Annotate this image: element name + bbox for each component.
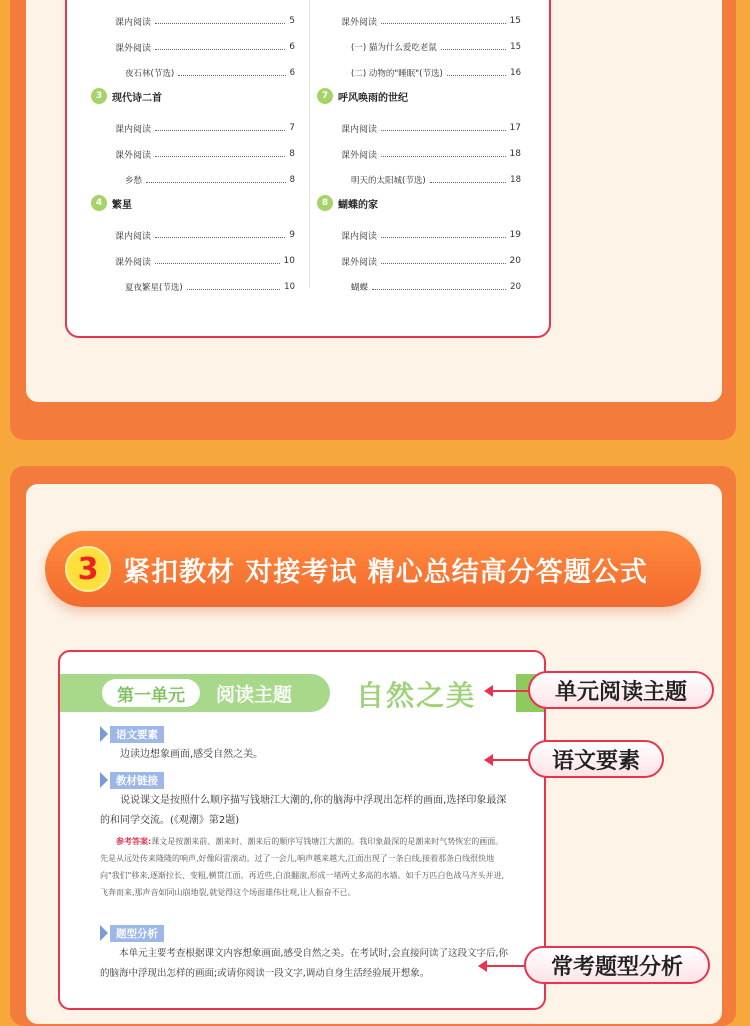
theme-value: 自然之美: [356, 679, 477, 712]
toc-section-heading: [317, 195, 378, 211]
leader-dots: [187, 289, 281, 290]
toc-entry-page: 17: [509, 123, 521, 133]
toc-entry[interactable]: [341, 226, 521, 244]
toc-entry[interactable]: [351, 278, 521, 296]
callout-arrow: [486, 965, 526, 967]
toc-entry-page: 6: [289, 42, 295, 52]
toc-entry-label: 课内阅读: [341, 124, 378, 135]
sample-page: [58, 650, 546, 1010]
theme-label: 阅读主题: [216, 684, 293, 706]
toc-entry-page: 10: [283, 256, 295, 266]
toc-entry-label: 课内阅读: [115, 124, 152, 135]
tag-question-analysis: [100, 925, 164, 941]
tag-arrow-icon: [100, 726, 108, 742]
toc-divider: [309, 0, 310, 288]
toc-entry-label: 明天的太阳城(节选): [351, 176, 426, 186]
toc-entry[interactable]: [115, 145, 295, 163]
toc-entry[interactable]: [115, 12, 295, 30]
toc-entry-label: 课外阅读: [115, 43, 152, 54]
toc-entry-label: 课内阅读: [115, 231, 152, 242]
leader-dots: [155, 263, 280, 264]
toc-entry[interactable]: [341, 252, 521, 270]
toc-entry[interactable]: [125, 171, 295, 189]
toc-entry-label: 课外阅读: [341, 257, 378, 268]
toc-entry[interactable]: [125, 278, 295, 296]
toc-section-heading: [317, 88, 408, 104]
toc-entry[interactable]: [341, 12, 521, 30]
toc-entry-label: 课外阅读: [115, 257, 152, 268]
section-title: 现代诗二首: [112, 92, 162, 104]
toc-entry-page: 15: [510, 42, 521, 52]
table-of-contents: [65, 0, 551, 338]
question-analysis-text: 本单元主要考查根据课文内容想象画面,感受自然之美。在考试时,会直接问读了这段文字后,你的脑海中浮现出怎样的画面;或请你阅读一段文字,调动自身生活经验展开想象。: [100, 948, 509, 979]
answer-text: 课文是按潮来前、潮来时、潮来后的顺序写钱塘江大潮的。我印象最深的是潮来时气势恢宏的画面。先是从远处传来隆隆的响声,好像闷雷滚动。过了一会儿,响声越来越大,江面出现了一条白线,接着那条白线很快地向"我们"移来,逐渐拉长、变粗,横贯江面。再近些,白浪翻滚,形成一堵两丈多高的水墙。如千万匹白色战马齐头并进,飞奔而来,那声音如同山崩地裂,就觉得这个场面雄伟壮观,让人振奋不已。: [100, 837, 505, 897]
tag-arrow-icon: [100, 772, 108, 788]
toc-entry-page: 6: [289, 68, 295, 78]
toc-entry-label: 乡愁: [125, 176, 143, 186]
toc-entry-page: 19: [509, 230, 521, 240]
toc-entry[interactable]: [115, 252, 295, 270]
leader-dots: [155, 237, 285, 238]
leader-dots: [381, 156, 506, 157]
feature-number-badge: 3: [65, 546, 111, 592]
section-title: 呼风唤雨的世纪: [338, 92, 408, 104]
leader-dots: [381, 130, 506, 131]
feature-title: 紧扣教材 对接考试 精心总结高分答题公式: [123, 556, 648, 588]
toc-entry-page: 15: [509, 16, 521, 26]
toc-entry-label: 课内阅读: [115, 17, 152, 28]
leader-dots: [430, 182, 507, 183]
toc-entry-page: 8: [289, 175, 295, 185]
leader-dots: [381, 23, 506, 24]
section-title: 蝴蝶的家: [338, 199, 378, 211]
toc-entry[interactable]: [115, 38, 295, 56]
section-number-badge: 8: [317, 195, 333, 211]
toc-entry[interactable]: [125, 64, 295, 82]
unit-label: 第一单元: [102, 679, 200, 707]
section-number-badge: 3: [91, 88, 107, 104]
leader-dots: [155, 130, 285, 131]
tag-textbook-link: [100, 772, 164, 788]
section-title: 繁星: [112, 199, 132, 211]
toc-entry[interactable]: [115, 226, 295, 244]
leader-dots: [178, 75, 285, 76]
toc-entry[interactable]: [115, 119, 295, 137]
leader-dots: [155, 156, 285, 157]
toc-entry-label: 课外阅读: [341, 150, 378, 161]
toc-entry[interactable]: [351, 171, 521, 189]
leader-dots: [441, 49, 506, 50]
toc-entry-label: 夏夜繁星(节选): [125, 283, 183, 293]
toc-entry-label: 夜石林(节选): [125, 69, 175, 79]
language-elements-text: 边读边想象画面,感受自然之美。: [120, 749, 264, 760]
toc-entry-page: 7: [289, 123, 295, 133]
leader-dots: [447, 75, 506, 76]
toc-entry-page: 8: [289, 149, 295, 159]
toc-entry-page: 16: [510, 68, 521, 78]
leader-dots: [381, 263, 506, 264]
toc-entry-page: 18: [510, 175, 521, 185]
leader-dots: [155, 49, 285, 50]
toc-entry-page: 20: [510, 282, 521, 292]
toc-entry-label: 课外阅读: [341, 17, 378, 28]
toc-entry-label: 课外阅读: [115, 150, 152, 161]
feature-banner: [45, 531, 701, 607]
leader-dots: [372, 289, 506, 290]
callout-arrow: [492, 759, 530, 761]
section-number-badge: 7: [317, 88, 333, 104]
leader-dots: [146, 182, 286, 183]
toc-entry[interactable]: [341, 119, 521, 137]
tag-language-elements: [100, 726, 164, 742]
toc-entry[interactable]: [341, 145, 521, 163]
callout-arrow: [492, 690, 530, 692]
toc-entry-page: 18: [509, 149, 521, 159]
textbook-link-text: 说说课文是按照什么顺序描写钱塘江大潮的,你的脑海中浮现出怎样的画面,选择印象最深的和同学交流。(《观潮》第2题): [100, 795, 507, 826]
section-number-badge: 4: [91, 195, 107, 211]
callout-unit-theme: 单元阅读主题: [528, 671, 714, 709]
answer-label: 参考答案:: [116, 837, 152, 846]
toc-entry[interactable]: [351, 64, 521, 82]
toc-entry-page: 5: [289, 16, 295, 26]
reference-answer: [100, 833, 510, 901]
toc-entry-page: 20: [509, 256, 521, 266]
toc-entry-page: 9: [289, 230, 295, 240]
toc-entry-label: 蝴蝶: [351, 283, 369, 293]
tag-label: 教材链接: [110, 772, 164, 789]
toc-entry-page: 10: [284, 282, 295, 292]
toc-entry[interactable]: [351, 38, 521, 56]
leader-dots: [381, 237, 506, 238]
tag-label: 题型分析: [110, 925, 164, 942]
toc-entry-label: (一) 猫为什么爱吃老鼠: [351, 43, 437, 53]
toc-section-heading: [91, 195, 132, 211]
tag-label: 语文要素: [110, 726, 164, 743]
callout-language-elements: 语文要素: [528, 740, 664, 778]
toc-entry-label: (二) 动物的"睡眠"(节选): [351, 69, 443, 79]
callout-question-analysis: 常考题型分析: [524, 946, 710, 984]
toc-entry-label: 课内阅读: [341, 231, 378, 242]
toc-section-heading: [91, 88, 162, 104]
tag-arrow-icon: [100, 925, 108, 941]
leader-dots: [155, 23, 285, 24]
